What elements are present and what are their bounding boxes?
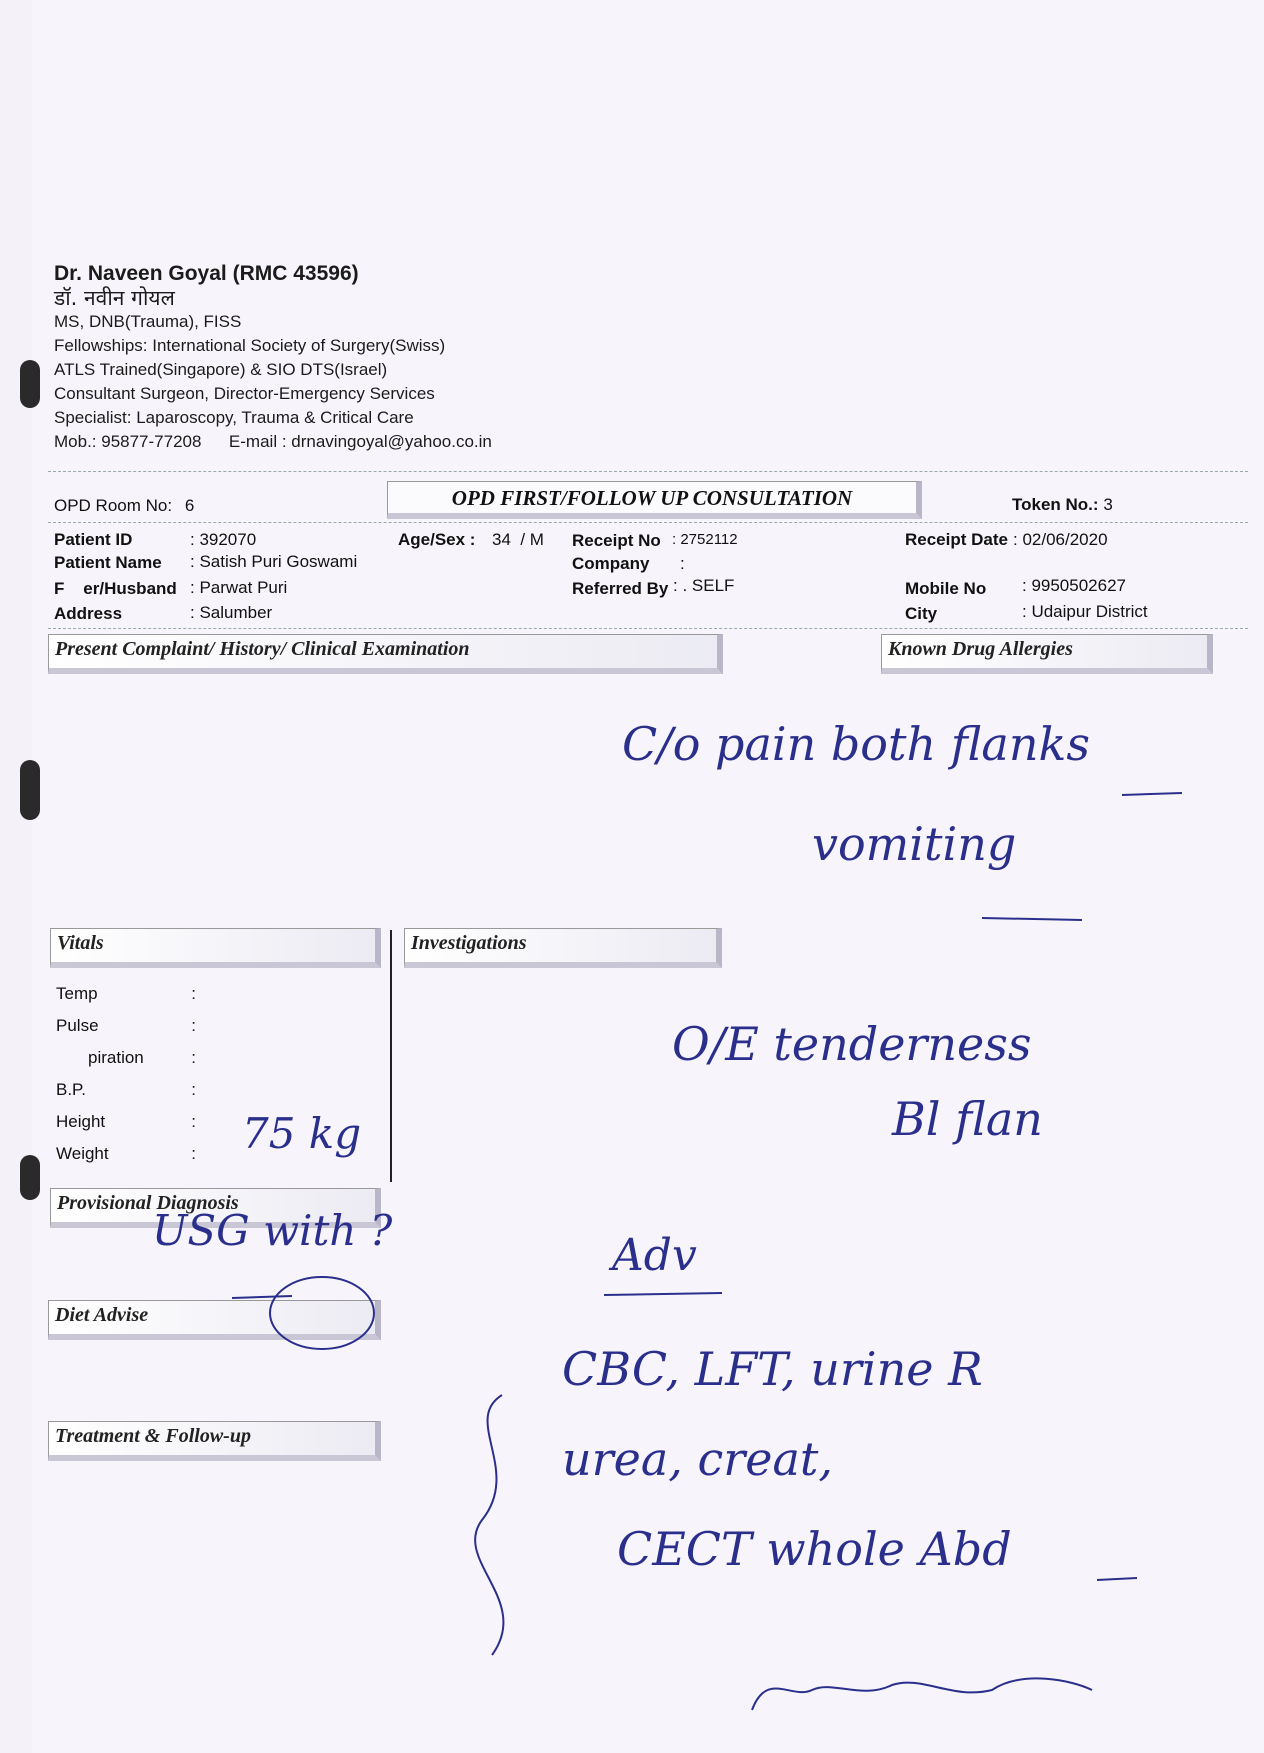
hw-underline-adv	[604, 1293, 722, 1295]
consultation-title: OPD FIRST/FOLLOW UP CONSULTATION	[387, 481, 922, 519]
relation-value: : Parwat Puri	[190, 578, 288, 597]
hw-examination: O/E tenderness	[672, 1017, 1032, 1071]
receipt-date-label: Receipt Date	[905, 530, 1008, 549]
patient-name-label: Patient Name	[54, 553, 162, 572]
hw-complaint: C/o pain both flanks	[622, 717, 1090, 771]
vital-label: Weight	[56, 1144, 109, 1163]
hw-circle	[270, 1277, 374, 1349]
hw-investigation-2: urea, creat,	[562, 1432, 834, 1486]
vital-colon: :	[191, 1080, 196, 1099]
city-label: City	[905, 604, 938, 623]
hw-underline-1	[1122, 793, 1182, 795]
hw-dash	[232, 1296, 292, 1298]
opd-room-value: 6	[184, 496, 195, 515]
address-value: : Salumber	[190, 603, 273, 622]
doctor-training: ATLS Trained(Singapore) & SIO DTS(Israel)	[54, 360, 388, 379]
vitals-section-title: Vitals	[50, 928, 381, 968]
hw-advice: Adv	[612, 1230, 697, 1281]
patient-id-value: : 392070	[190, 530, 257, 549]
allergies-section-title: Known Drug Allergies	[881, 634, 1213, 674]
complaint-section-title: Present Complaint/ History/ Clinical Examination	[48, 634, 723, 674]
doctor-fellowships: Fellowships: International Society of Surgery(Swiss)	[54, 336, 446, 355]
agesex-label: Age/Sex :	[398, 530, 476, 549]
vital-colon: :	[191, 1144, 196, 1163]
referred-by-label: Referred By	[572, 579, 669, 598]
referred-by-value: : . SELF	[673, 576, 735, 595]
vital-colon: :	[191, 1048, 196, 1067]
doctor-name: Dr. Naveen Goyal (RMC 43596)	[54, 262, 359, 285]
token-label: Token No.:	[1012, 495, 1099, 514]
doctor-specialist: Specialist: Laparoscopy, Trauma & Critical Care	[54, 408, 414, 427]
hw-underline-3	[1097, 1578, 1137, 1580]
hw-brace	[475, 1395, 503, 1655]
opd-room-label: OPD Room No:	[54, 496, 173, 515]
hw-signature	[752, 1678, 1092, 1710]
token-value: 3	[1103, 495, 1113, 514]
hw-investigation-3: CECT whole Abd	[617, 1522, 1012, 1576]
city-value: : Udaipur District	[1022, 602, 1148, 621]
agesex-value: 34 / M	[492, 530, 544, 549]
hw-investigation-1: CBC, LFT, urine R	[562, 1342, 983, 1396]
patient-id-label: Patient ID	[54, 530, 133, 549]
diet-section-title: Diet Advise	[48, 1300, 381, 1340]
doctor-email: E-mail : drnavingoyal@yahoo.co.in	[228, 432, 492, 451]
mobile-no-value: : 9950502627	[1022, 576, 1126, 595]
vital-label: Height	[56, 1112, 106, 1131]
receipt-no-value: : 2752112	[672, 531, 738, 548]
hw-weight: 75 kg	[242, 1109, 362, 1158]
hw-underline-2	[982, 918, 1082, 920]
doctor-position: Consultant Surgeon, Director-Emergency Services	[54, 384, 435, 403]
hw-diagnosis: USG with ?	[152, 1206, 393, 1255]
investigations-section-title: Investigations	[404, 928, 722, 968]
company-label: Company	[572, 554, 650, 573]
receipt-no-label: Receipt No	[572, 531, 661, 550]
diagnosis-section-title: Provisional Diagnosis	[50, 1188, 381, 1228]
doctor-name-hindi: डॉ. नवीन गोयल	[54, 286, 175, 310]
vital-colon: :	[191, 1016, 196, 1035]
hw-vomiting: vomiting	[812, 817, 1017, 871]
address-label: Address	[54, 604, 123, 623]
opd-form-page	[32, 0, 1264, 1753]
company-value: :	[680, 554, 685, 573]
doctor-mobile: Mob.: 95877-77208	[54, 432, 202, 451]
relation-label: F er/Husband	[54, 579, 177, 598]
vital-label: Temp	[56, 984, 98, 1003]
vital-label: piration	[88, 1048, 144, 1067]
mobile-no-label: Mobile No	[905, 579, 987, 598]
vital-colon: :	[191, 1112, 196, 1131]
hw-bl-flank: Bl flan	[892, 1092, 1043, 1146]
vital-label: B.P.	[56, 1080, 86, 1099]
vital-colon: :	[191, 984, 196, 1003]
receipt-date-value: : 02/06/2020	[1013, 530, 1108, 549]
vital-label: Pulse	[56, 1016, 99, 1035]
treatment-section-title: Treatment & Follow-up	[48, 1421, 381, 1461]
doctor-degrees: MS, DNB(Trauma), FISS	[54, 312, 242, 331]
patient-name-value: : Satish Puri Goswami	[190, 552, 358, 571]
handwritten-notes	[32, 0, 1264, 1753]
